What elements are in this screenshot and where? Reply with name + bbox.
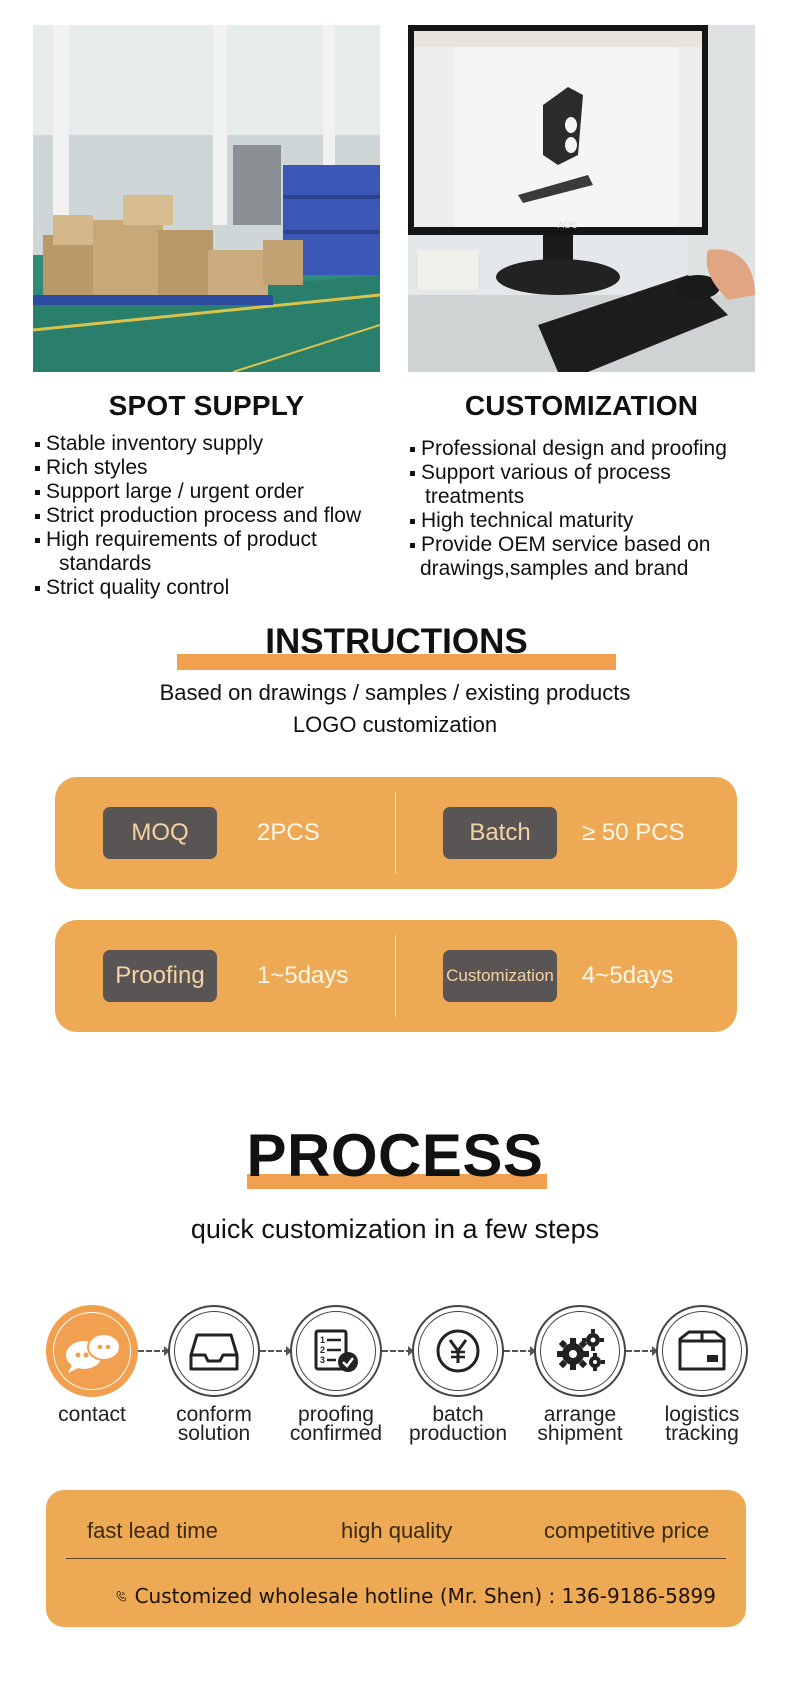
step-circle <box>290 1305 382 1397</box>
step-circle <box>534 1305 626 1397</box>
cad-design-photo <box>408 25 755 372</box>
hotline-text: Customized wholesale hotline (Mr. Shen) : 136-9186-5899 <box>134 1584 716 1608</box>
footer-banner <box>46 1490 746 1627</box>
svg-text:2: 2 <box>320 1345 326 1355</box>
monitor-brand: AOC <box>558 220 578 230</box>
proofing-value: 1~5days <box>257 962 349 989</box>
list-item-continuation: standards <box>59 552 152 575</box>
moq-value: 2PCS <box>257 819 320 846</box>
step-connector <box>382 1350 412 1352</box>
step-circle <box>656 1305 748 1397</box>
spec-panel-moq <box>55 777 737 889</box>
step-label: conform solution <box>176 1403 252 1445</box>
step-label: proofing confirmed <box>289 1403 383 1445</box>
feature-fast-lead-time: fast lead time <box>87 1518 218 1543</box>
spot-supply-title: SPOT SUPPLY <box>108 390 305 421</box>
gears-icon <box>555 1328 605 1374</box>
list-item-continuation: drawings,samples and brand <box>420 557 689 580</box>
checklist-icon <box>312 1328 360 1374</box>
list-item: Rich styles <box>33 456 393 480</box>
warehouse-photo <box>33 25 380 372</box>
divider <box>66 1558 726 1559</box>
batch-tag: Batch <box>443 807 557 859</box>
divider <box>395 792 396 874</box>
batch-value: ≥ 50 PCS <box>582 819 685 846</box>
feature-high-quality: high quality <box>341 1518 453 1543</box>
step-label: logistics tracking <box>664 1403 740 1445</box>
package-box-icon <box>677 1329 727 1373</box>
step-circle <box>168 1305 260 1397</box>
list-item-continuation: treatments <box>425 485 525 508</box>
svg-text:1: 1 <box>320 1335 326 1345</box>
list-item: Support large / urgent order <box>33 480 393 504</box>
list-item: Strict quality control <box>33 576 393 600</box>
instructions-line-2: LOGO customization <box>292 712 498 737</box>
instructions-line-1: Based on drawings / samples / existing products <box>159 680 631 705</box>
yen-coin-icon <box>435 1328 481 1374</box>
step-connector <box>138 1350 168 1352</box>
process-title: PROCESS <box>246 1122 544 1189</box>
list-item: Stable inventory supply <box>33 432 393 456</box>
customization-value: 4~5days <box>582 962 674 989</box>
step-circle <box>412 1305 504 1397</box>
feature-competitive-price: competitive price <box>544 1518 710 1543</box>
customization-tag: Customization <box>443 950 557 1002</box>
step-label: contact <box>58 1403 126 1426</box>
chat-bubbles-icon <box>62 1329 122 1373</box>
step-label: batch production <box>408 1403 508 1445</box>
divider <box>395 935 396 1017</box>
customization-list <box>408 437 768 581</box>
step-connector <box>504 1350 534 1352</box>
list-item: Support various of process <box>408 461 768 485</box>
hotline <box>116 1578 716 1614</box>
moq-tag: MOQ <box>103 807 217 859</box>
phone-icon <box>116 1578 127 1614</box>
step-circle <box>46 1305 138 1397</box>
process-subtitle: quick customization in a few steps <box>190 1214 600 1244</box>
list-item: High requirements of product <box>33 528 393 552</box>
step-label: arrange shipment <box>537 1403 623 1445</box>
customization-title: CUSTOMIZATION <box>464 390 699 421</box>
list-item: Professional design and proofing <box>408 437 768 461</box>
step-connector <box>260 1350 290 1352</box>
list-item: Strict production process and flow <box>33 504 393 528</box>
step-connector <box>626 1350 656 1352</box>
list-item: High technical maturity <box>408 509 768 533</box>
list-item: Provide OEM service based on <box>408 533 768 557</box>
instructions-title: INSTRUCTIONS <box>265 622 528 661</box>
spot-supply-list <box>33 432 393 600</box>
proofing-tag: Proofing <box>103 950 217 1002</box>
spec-panel-lead-time <box>55 920 737 1032</box>
inbox-tray-icon <box>189 1329 239 1373</box>
svg-text:3: 3 <box>320 1355 326 1365</box>
